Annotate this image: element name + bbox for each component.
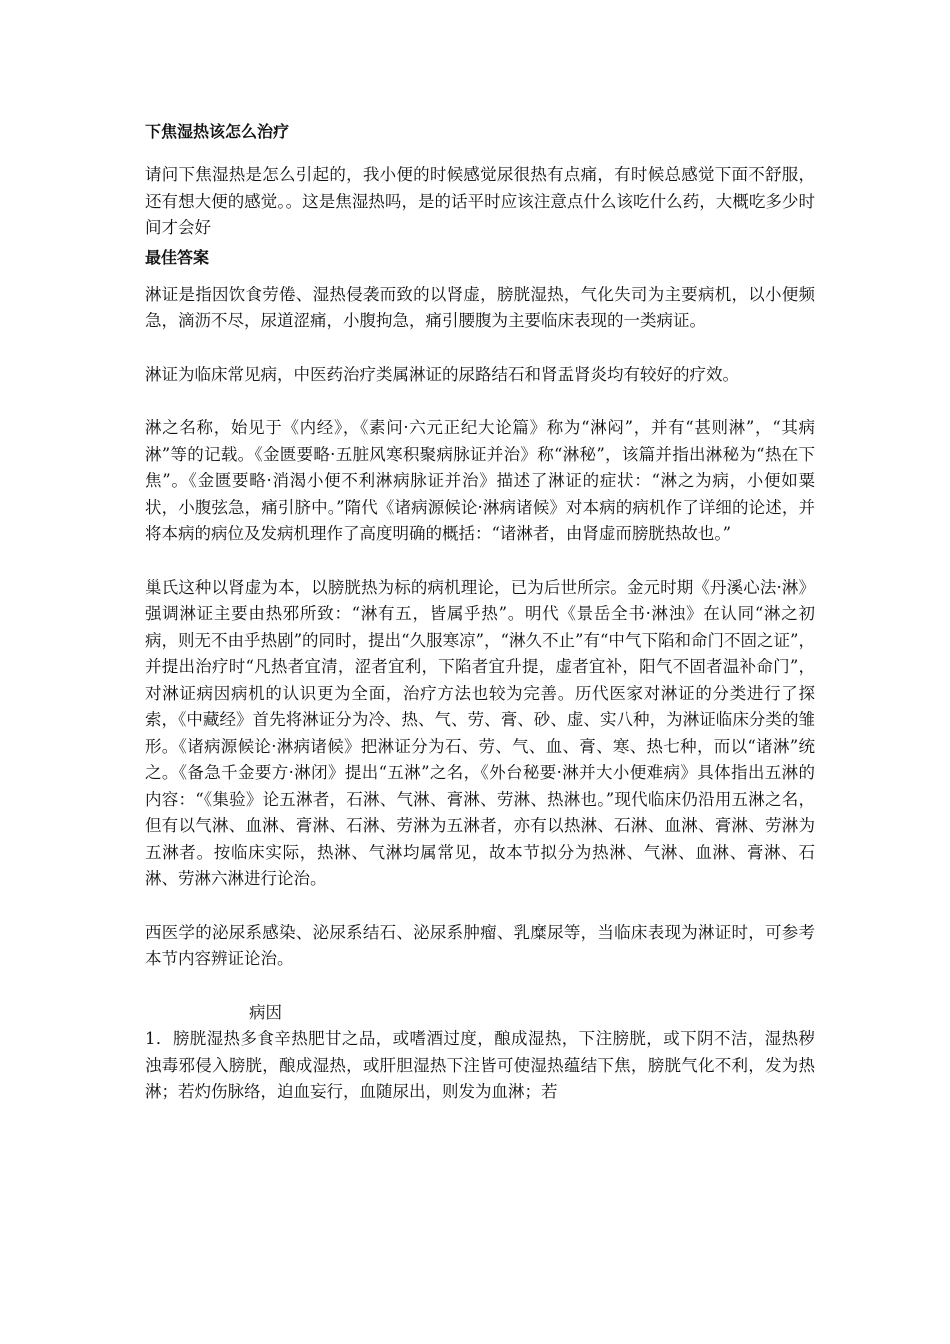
answer-paragraph-western-medicine: 西医学的泌尿系感染、泌尿系结石、泌尿系肿瘤、乳糜尿等，当临床表现为淋证时，可参考本节内容辨证论治。 [145,922,815,968]
answer-paragraph-history: 淋之名称，始见于《内经》，《素问·六元正纪大论篇》称为“淋闷”，并有“甚则淋”，“其病淋”等的记载。《金匮要略·五脏风寒积聚病脉证并治》称“淋秘”，该篇并指出淋秘为“热在下焦”。《金匮要略·消渴小便不利淋病脉证并治》描述了淋证的症状：“淋之为病，小便如粟状，小腹弦急，痛引脐中。”隋代《诸病源候论·淋病诸候》对本病的病机作了详细的论述，并将本病的病位及发病机理作了高度明确的概括：“诸淋者，由肾虚而膀胱热故也。” [145,418,815,543]
section-heading-etiology: 病因 [249,1002,282,1022]
answer-paragraph-definition: 淋证是指因饮食劳倦、湿热侵袭而致的以肾虚，膀胱湿热，气化失司为主要病机，以小便频急，滴沥不尽，尿道涩痛，小腹拘急，痛引腰腹为主要临床表现的一类病证。 [145,284,815,330]
paragraph-spacer [145,973,815,1000]
section-text-etiology: 1．膀胱湿热多食辛热肥甘之品，或嗜酒过度，酿成湿热，下注膀胱，或下阴不洁，湿热秽浊毒邪侵入膀胱，酿成湿热，或肝胆湿热下注皆可使湿热蕴结下焦，膀胱气化不利，发为热淋；若灼伤脉络，迫血妄行，血随尿出，则发为血淋；若 [145,1029,815,1101]
document-title: 下焦湿热该怎么治疗 [145,122,290,141]
question-text: 请问下焦湿热是怎么引起的，我小便的时候感觉尿很热有点痛，有时候总感觉下面不舒服，还有想大便的感觉。。这是焦湿热吗，是的话平时应该注意点什么该吃什么药，大概吃多少时间才会好 [145,165,815,237]
document-page [145,120,815,1106]
paragraph-spacer [145,388,815,415]
answer-paragraph-classification: 巢氏这种以肾虚为本，以膀胱热为标的病机理论，已为后世所宗。金元时期《丹溪心法·淋》强调淋证主要由热邪所致：“淋有五，皆属乎热”。明代《景岳全书·淋浊》在认同“淋之初病，则无不由乎热剧”的同时，提出“久服寒凉”，“淋久不止”有“中气下陷和命门不固之证”，并提出治疗时“凡热者宜清，涩者宜利，下陷者宜升提，虚者宜补，阳气不固者温补命门”，对淋证病因病机的认识更为全面，治疗方法也较为完善。历代医家对淋证的分类进行了探索，《中藏经》首先将淋证分为冷、热、气、劳、膏、砂、虚、实八种，为淋证临床分类的雏形。《诸病源候论·淋病诸候》把淋证分为石、劳、气、血、膏、寒、热七种，而以“诸淋”统之。《备急千金要方·淋闭》提出“五淋”之名，《外台秘要·淋并大小便难病》具体指出五淋的内容：“《集验》论五淋者，石淋、气淋、膏淋、劳淋、热淋也。”现代临床仍沿用五淋之名，但有以气淋、血淋、膏淋、石淋、劳淋为五淋者，亦有以热淋、石淋、血淋、膏淋、劳淋为五淋者。按临床实际，热淋、气淋均属常见，故本节拟分为热淋、气淋、血淋、膏淋、石淋、劳淋六淋进行论治。 [145,577,815,888]
answer-paragraph-clinical: 淋证为临床常见病，中医药治疗类属淋证的尿路结石和肾盂肾炎均有较好的疗效。 [145,364,739,384]
paragraph-spacer [145,335,815,362]
paragraph-spacer [145,893,815,920]
paragraph-spacer [145,548,815,575]
answer-heading: 最佳答案 [145,247,210,267]
